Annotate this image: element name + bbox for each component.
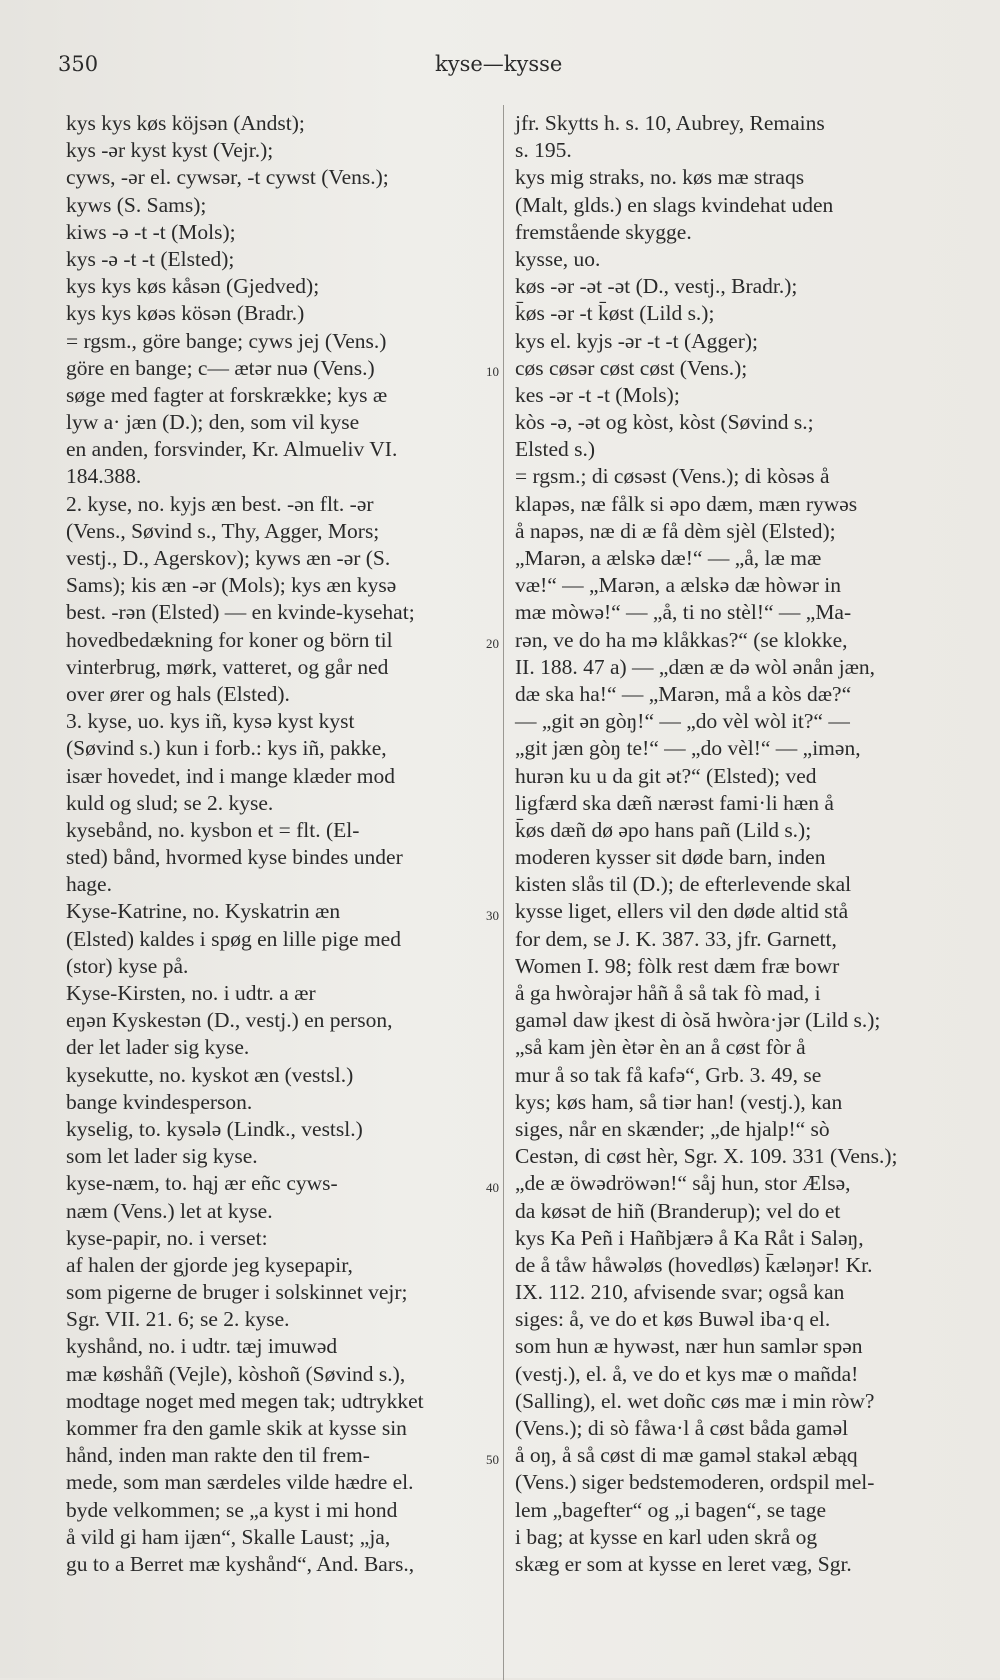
text-line: k̄øs dæñ dø əpo hans pañ (Lild s.); bbox=[515, 817, 812, 842]
text-line: å vild gi ham ijæn“, Skalle Laust; „ja, bbox=[66, 1524, 391, 1549]
text-line: da køsət de hiñ (Branderup); vel do et bbox=[515, 1198, 841, 1223]
text-line: kys Ka Peñ i Hañbjærə å Ka Råt i Saləŋ, bbox=[515, 1225, 864, 1250]
text-line: (Salling), el. wet doñc cøs mæ i min ròw? bbox=[515, 1388, 875, 1413]
text-line: kommer fra den gamle skik at kysse sin bbox=[66, 1416, 407, 1440]
text-line: kiws -ə -t -t (Mols); bbox=[66, 219, 236, 244]
text-line: „de æ öwədröwən!“ såj hun, stor Ælsə, bbox=[515, 1171, 851, 1196]
text-line: kysse liget, ellers vil den døde altid stå bbox=[515, 899, 849, 924]
text-line: fremstående skygge. bbox=[515, 219, 692, 244]
text-line: vinterbrug, mørk, vatteret, og går ned bbox=[66, 654, 389, 679]
text-line: II. 188. 47 a) — „dæn æ də wòl ənån jæn, bbox=[515, 654, 876, 679]
text-line: kyse-næm, to. hąj ær eñc cyws- bbox=[66, 1171, 338, 1196]
text-line: i bag; at kysse en karl uden skrå og bbox=[515, 1524, 818, 1549]
text-line: køs -ər -ət -ət (D., vestj., Bradr.); bbox=[515, 274, 798, 299]
left-column bbox=[66, 110, 496, 1578]
text-line: som hun æ hywəst, nær hun samlər spən bbox=[515, 1334, 863, 1359]
text-line: 2. kyse, no. kyjs æn best. -ən flt. -ər bbox=[66, 491, 374, 516]
text-line: IX. 112. 210, afvisende svar; også kan bbox=[515, 1280, 845, 1305]
text-line: en anden, forsvinder, Kr. Almueliv VI. bbox=[66, 437, 398, 462]
text-line: ligfærd ska dæñ nærəst fami·li hæn å bbox=[515, 790, 834, 815]
text-line: å ga hwòrajər håñ å så tak fò mad, i bbox=[515, 981, 821, 1005]
text-line: (Vens.); di sò fåwa·l å cøst båda gaməl bbox=[515, 1416, 849, 1440]
text-line: cyws, -ər el. cywsər, -t cywst (Vens.); bbox=[66, 165, 389, 190]
text-line: göre en bange; c— ætər nuə (Vens.) bbox=[66, 355, 375, 380]
text-line: k̄øs -ər -t k̄øst (Lild s.); bbox=[515, 301, 715, 326]
text-line: hage. bbox=[66, 872, 112, 897]
text-line: „så kam jèn ètər èn an å cøst fòr å bbox=[515, 1035, 806, 1060]
text-line: kysebånd, no. kysbon et = flt. (El- bbox=[66, 817, 360, 842]
text-line: (stor) kyse på. bbox=[66, 953, 189, 978]
text-line: (vestj.), el. å, ve do et kys mæ o mañda! bbox=[515, 1361, 859, 1386]
text-line: gu to a Berret mæ kyshånd“, And. Bars., bbox=[66, 1551, 415, 1576]
text-line: kes -ər -t -t (Mols); bbox=[515, 382, 680, 407]
column-divider bbox=[503, 105, 504, 1680]
right-column bbox=[515, 110, 950, 1578]
text-line: å oŋ, å så cøst di mæ gaməl stakəl æbąq bbox=[515, 1443, 858, 1468]
text-line: især hovedet, ind i mange klæder mod bbox=[66, 763, 396, 788]
text-line: eŋən Kyskestən (D., vestj.) en person, bbox=[66, 1008, 393, 1033]
text-line: rən, ve do ha mə klåkkas?“ (se klokke, bbox=[515, 627, 848, 652]
text-line: mæ mòwə!“ — „å, ti no stèl!“ — „Ma- bbox=[515, 600, 852, 625]
line-number-marker: 40 bbox=[486, 1180, 499, 1195]
text-line: Elsted s.) bbox=[515, 437, 596, 462]
text-line: næm (Vens.) let at kyse. bbox=[66, 1198, 273, 1223]
text-line: siges, når en skænder; „de hjalp!“ sò bbox=[515, 1116, 830, 1141]
text-line: kys kys køs kåsən (Gjedved); bbox=[66, 274, 320, 299]
text-line: kys mig straks, no. køs mæ straqs bbox=[515, 165, 805, 190]
text-line: hovedbedækning for koner og börn til bbox=[66, 627, 393, 652]
text-line: klapəs, næ fålk si əpo dæm, mæn rywəs bbox=[515, 491, 858, 516]
text-line: lyw a· jæn (D.); den, som vil kyse bbox=[66, 410, 360, 435]
text-line: Cestən, di cøst hèr, Sgr. X. 109. 331 (Vens.); bbox=[515, 1144, 898, 1169]
text-line: Sams); kis æn -ər (Mols); kys æn kysə bbox=[66, 573, 397, 598]
text-line: s. 195. bbox=[515, 138, 572, 163]
text-line: kys kys køəs kösən (Bradr.) bbox=[66, 301, 305, 326]
text-line: (Vens.) siger bedstemoderen, ordspil mel- bbox=[515, 1470, 875, 1495]
page-number: 350 bbox=[58, 52, 99, 76]
text-line: = rgsm.; di cøsəst (Vens.); di kòsəs å bbox=[515, 464, 830, 489]
text-line: bange kvindesperson. bbox=[66, 1089, 253, 1114]
text-line: over ører og hals (Elsted). bbox=[66, 681, 290, 706]
line-number-marker: 20 bbox=[486, 636, 499, 651]
line-number-marker: 50 bbox=[486, 1452, 499, 1467]
text-line: cøs cøsər cøst cøst (Vens.); bbox=[515, 355, 748, 380]
text-line: kyse-papir, no. i verset: bbox=[66, 1225, 268, 1250]
text-line: kys -ər kyst kyst (Vejr.); bbox=[66, 138, 274, 163]
text-line: hurən ku u da git ət?“ (Elsted); ved bbox=[515, 763, 817, 788]
text-line: Kyse-Kirsten, no. i udtr. a ær bbox=[66, 981, 316, 1005]
text-line: kyshånd, no. i udtr. tæj imuwəd bbox=[66, 1334, 338, 1359]
text-line: mede, som man særdeles vilde hædre el. bbox=[66, 1470, 414, 1495]
text-line: væ!“ — „Marən, a ælskə dæ hòwər in bbox=[515, 573, 842, 598]
text-line: kyws (S. Sams); bbox=[66, 192, 207, 217]
text-line: „Marən, a ælskə dæ!“ — „å, læ mæ bbox=[515, 546, 822, 570]
text-line: sted) bånd, hvormed kyse bindes under bbox=[66, 845, 403, 870]
text-line: som let lader sig kyse. bbox=[66, 1144, 258, 1169]
text-line: jfr. Skytts h. s. 10, Aubrey, Remains bbox=[515, 111, 825, 135]
text-line: kuld og slud; se 2. kyse. bbox=[66, 790, 274, 815]
text-line: (Malt, glds.) en slags kvindehat uden bbox=[515, 192, 834, 217]
text-line: søge med fagter at forskrække; kys æ bbox=[66, 382, 388, 407]
text-line: Sgr. VII. 21. 6; se 2. kyse. bbox=[66, 1307, 290, 1332]
page-header bbox=[0, 52, 1000, 82]
text-line: (Søvind s.) kun i forb.: kys iñ, pakke, bbox=[66, 736, 387, 761]
text-line: kisten slås til (D.); de efterlevende skal bbox=[515, 872, 852, 897]
text-line: Women I. 98; fòlk rest dæm fræ bowr bbox=[515, 953, 840, 978]
running-head: kyse—kysse bbox=[435, 52, 563, 76]
text-line: byde velkommen; se „a kyst i mi hond bbox=[66, 1497, 398, 1522]
text-line: — „git ən gòŋ!“ — „do vèl wòl it?“ — bbox=[515, 709, 850, 734]
text-line: 3. kyse, uo. kys iñ, kysə kyst kyst bbox=[66, 709, 355, 734]
text-line: kys; køs ham, så tiər han! (vestj.), kan bbox=[515, 1089, 843, 1114]
text-line: kysekutte, no. kyskot æn (vestsl.) bbox=[66, 1062, 354, 1087]
text-line: „git jæn gòŋ te!“ — „do vèl!“ — „imən, bbox=[515, 736, 861, 761]
text-line: best. -rən (Elsted) — en kvinde-kysehat; bbox=[66, 600, 415, 625]
text-line: = rgsm., göre bange; cyws jej (Vens.) bbox=[66, 328, 387, 353]
text-line: hånd, inden man rakte den til frem- bbox=[66, 1443, 370, 1468]
text-line: for dem, se J. K. 387. 33, jfr. Garnett, bbox=[515, 926, 837, 951]
text-line: 184.388. bbox=[66, 464, 142, 489]
text-line: kys kys køs köjsən (Andst); bbox=[66, 111, 305, 135]
text-line: de å tåw håwəløs (hovedløs) k̄æləŋər! Kr. bbox=[515, 1252, 873, 1277]
text-line: kysse, uo. bbox=[515, 246, 601, 271]
text-line: kys el. kyjs -ər -t -t (Agger); bbox=[515, 328, 758, 353]
text-line: kys -ə -t -t (Elsted); bbox=[66, 246, 235, 271]
text-line: kòs -ə, -ət og kòst, kòst (Søvind s.; bbox=[515, 410, 814, 435]
text-line: lem „bagefter“ og „i bagen“, se tage bbox=[515, 1497, 826, 1522]
text-line: gaməl daw įkest di òsă hwòra·jər (Lild s.); bbox=[515, 1008, 881, 1033]
line-number-marker: 10 bbox=[486, 364, 499, 379]
text-line: å napəs, næ di æ få dèm sjèl (Elsted); bbox=[515, 518, 836, 543]
text-line: (Elsted) kaldes i spøg en lille pige med bbox=[66, 926, 401, 951]
text-line: mur å so tak få kafə“, Grb. 3. 49, se bbox=[515, 1062, 822, 1087]
text-line: moderen kysser sit døde barn, inden bbox=[515, 845, 826, 870]
text-line: mæ køshåñ (Vejle), kòshoñ (Søvind s.), bbox=[66, 1361, 406, 1386]
text-line: skæg er som at kysse en leret væg, Sgr. bbox=[515, 1551, 852, 1576]
text-line: Kyse-Katrine, no. Kyskatrin æn bbox=[66, 899, 341, 924]
text-line: (Vens., Søvind s., Thy, Agger, Mors; bbox=[66, 518, 380, 543]
text-line: der let lader sig kyse. bbox=[66, 1035, 250, 1060]
text-line: modtage noget med megen tak; udtrykket bbox=[66, 1388, 424, 1413]
text-line: som pigerne de bruger i solskinnet vejr; bbox=[66, 1280, 408, 1305]
text-line: kyselig, to. kysələ (Lindk., vestsl.) bbox=[66, 1116, 363, 1141]
text-line: siges: å, ve do et køs Buwəl iba·q el. bbox=[515, 1307, 831, 1332]
text-line: af halen der gjorde jeg kysepapir, bbox=[66, 1252, 353, 1277]
text-line: dæ ska ha!“ — „Marən, må a kòs dæ?“ bbox=[515, 681, 852, 706]
text-line: vestj., D., Agerskov); kyws æn -ər (S. bbox=[66, 546, 391, 570]
line-number-marker: 30 bbox=[486, 908, 499, 923]
